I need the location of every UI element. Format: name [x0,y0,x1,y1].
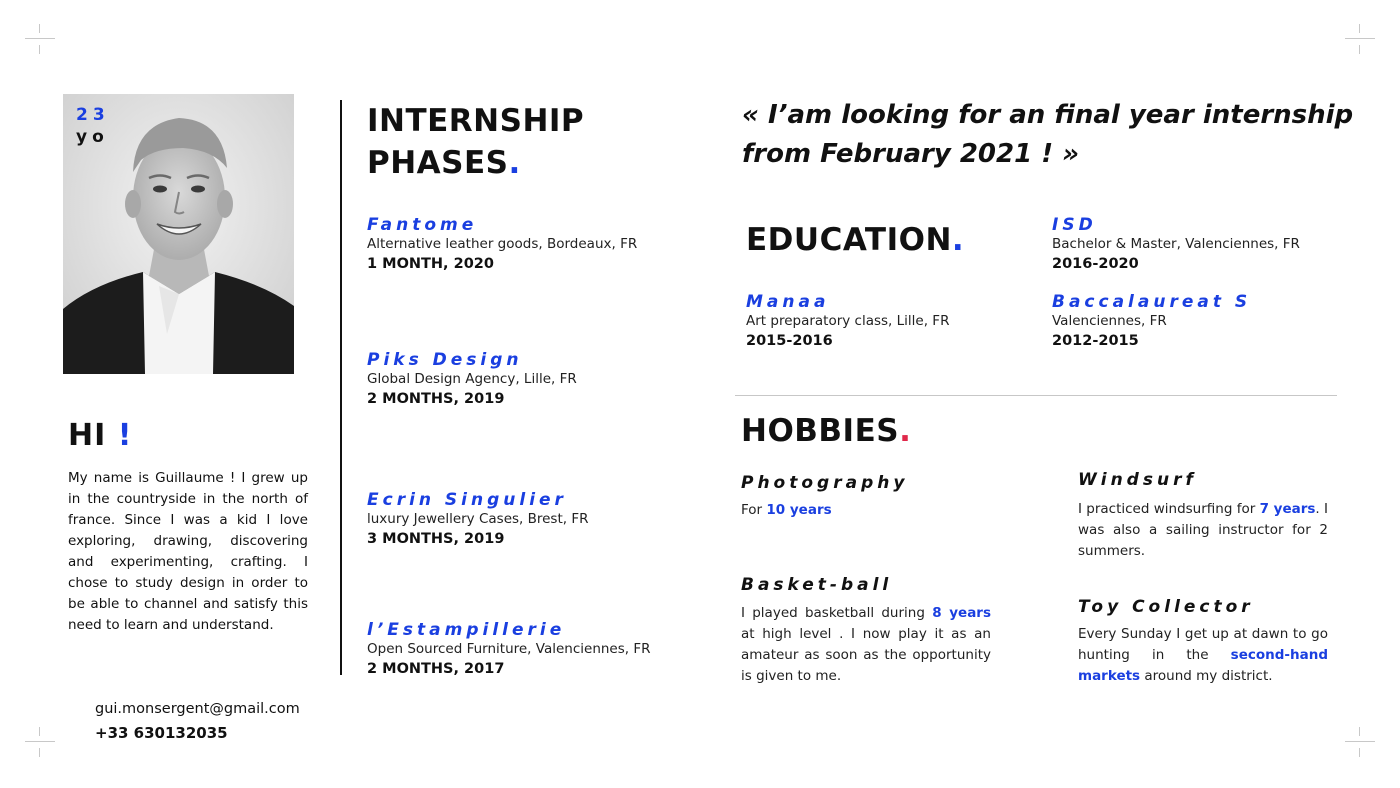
internship-item [367,215,637,275]
education-item [1052,292,1251,352]
heading-dot: . [951,222,965,258]
internship-item [367,350,577,410]
hobby-description: I played basketball during 8 years at high level . I now play it as an amateur as soon as the opportunity is given to me. [741,605,992,684]
heading-dot: . [899,413,912,449]
age-unit: yo [76,127,109,147]
internship-description: Open Sourced Furniture, Valenciennes, FR [367,641,651,657]
hobby-description: I practiced windsurfing for 7 years. I was also a sailing instructor for 2 summers. [1078,501,1328,559]
greeting-text: HI [68,418,107,453]
internship-duration: 2 MONTHS, 2019 [367,391,505,407]
age-number: 23 [76,105,110,125]
hobby-description: Every Sunday I get up at dawn to go hunting in the second-hand markets around my district. [1078,626,1328,684]
hobby-photography [741,472,991,521]
internship-name: Ecrin Singulier [367,490,567,510]
internship-description: Alternative leather goods, Bordeaux, FR [367,236,638,252]
hobby-title: Toy Collector [1078,597,1254,617]
internship-duration: 1 MONTH, 2020 [367,256,494,272]
hobby-toy-collector [1078,596,1328,687]
crop-mark-bottom-left [25,727,55,757]
hobby-title: Basket-ball [741,575,893,595]
age-badge [76,104,110,148]
greeting-heading [68,418,132,453]
education-years: 2016-2020 [1052,256,1139,272]
education-name: Baccalaureat S [1052,292,1252,312]
education-item [1052,215,1300,275]
internship-description: luxury Jewellery Cases, Brest, FR [367,511,589,527]
education-heading-text: EDUCATION [746,222,952,258]
internship-duration: 2 MONTHS, 2017 [367,661,505,677]
crop-mark-top-right [1345,24,1375,54]
education-item [746,292,949,352]
internship-name: Piks Design [367,350,523,370]
internship-item [367,490,588,550]
internship-name: l’Estampillerie [367,620,566,640]
phone-number: +33 630132035 [95,724,228,742]
internship-heading [367,100,584,184]
horizontal-divider [735,395,1337,396]
education-description: Valenciennes, FR [1052,313,1167,329]
email-address: gui.monsergent@gmail.com [95,701,300,717]
education-heading [746,222,964,258]
education-years: 2015-2016 [746,333,833,349]
internship-name: Fantome [367,215,478,235]
internship-request-quote: « I’am looking for an final year internship from February 2021 ! » [742,100,1354,169]
internship-heading-line2: PHASES [367,145,509,181]
education-years: 2012-2015 [1052,333,1139,349]
internship-duration: 3 MONTHS, 2019 [367,531,505,547]
hobbies-heading-text: HOBBIES [741,413,900,449]
internship-item [367,620,651,680]
internship-heading-line1: INTERNSHIP [367,103,585,139]
vertical-divider [340,100,342,675]
greeting-mark: ! [117,418,133,453]
hobby-windsurf [1078,469,1328,562]
hobby-title: Photography [741,473,909,493]
hobby-title: Windsurf [1078,470,1197,490]
internship-description: Global Design Agency, Lille, FR [367,371,577,387]
hobbies-heading [741,413,911,449]
crop-mark-top-left [25,24,55,54]
hobby-description: For 10 years [741,502,832,518]
education-name: Manaa [746,292,830,312]
bio-paragraph: My name is Guillaume ! I grew up in the countryside in the north of france. Since I was a kid I love exploring, drawing, discovering and experimenting, crafting. I chose to study design in order to be able to channel and satisfy this need to learn and understand. [68,470,308,633]
education-name: ISD [1052,215,1097,235]
education-description: Art preparatory class, Lille, FR [746,313,950,329]
crop-mark-bottom-right [1345,727,1375,757]
education-description: Bachelor & Master, Valenciennes, FR [1052,236,1300,252]
hobby-basketball [741,574,991,687]
heading-dot: . [508,145,521,181]
